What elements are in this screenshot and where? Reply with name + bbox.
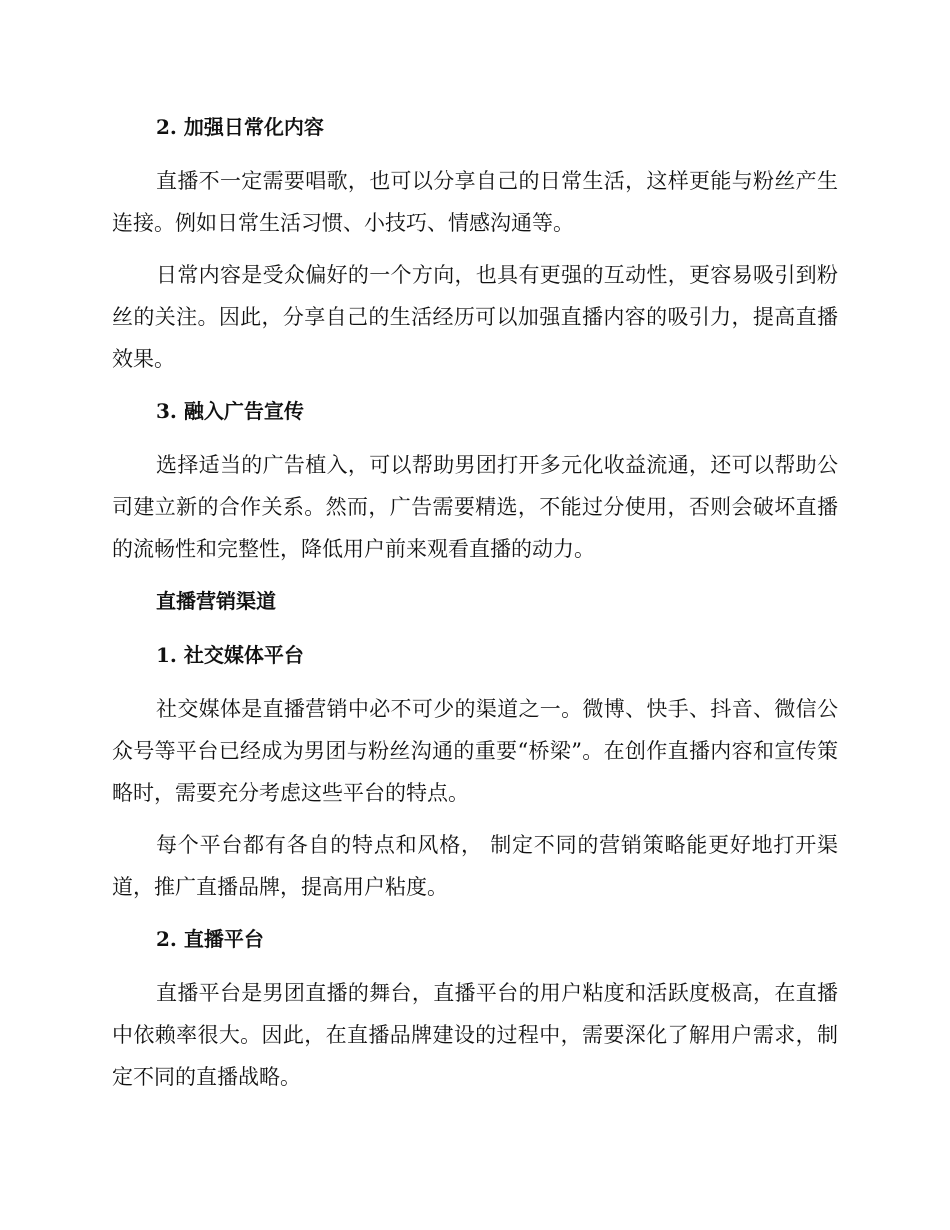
chapter-heading: 直播营销渠道 bbox=[156, 589, 276, 613]
paragraph: 选择适当的广告植入，可以帮助男团打开多元化收益流通，还可以帮助公司建立新的合作关系。然而，广告需要精选，不能过分使用，否则会破坏直播的流畅性和完整性，降低用户前来观看直播的动力。 bbox=[112, 453, 838, 561]
paragraph: 日常内容是受众偏好的一个方向，也具有更强的互动性，更容易吸引到粉丝的关注。因此，分享自己的生活经历可以加强直播内容的吸引力，提高直播效果。 bbox=[112, 263, 838, 371]
section-heading: 3. 融入广告宣传 bbox=[156, 399, 304, 423]
section-heading: 2. 加强日常化内容 bbox=[156, 115, 324, 139]
paragraph: 社交媒体是直播营销中必不可少的渠道之一。微博、快手、抖音、微信公众号等平台已经成为男团与粉丝沟通的重要“桥梁”。在创作直播内容和宣传策略时，需要充分考虑这些平台的特点。 bbox=[112, 697, 838, 805]
section-heading: 1. 社交媒体平台 bbox=[156, 643, 304, 667]
section-heading: 2. 直播平台 bbox=[156, 927, 264, 951]
paragraph: 每个平台都有各自的特点和风格， 制定不同的营销策略能更好地打开渠道，推广直播品牌，提高用户粘度。 bbox=[112, 833, 838, 899]
paragraph: 直播平台是男团直播的舞台，直播平台的用户粘度和活跃度极高，在直播中依赖率很大。因此，在直播品牌建设的过程中，需要深化了解用户需求，制定不同的直播战略。 bbox=[112, 981, 838, 1089]
document-body bbox=[112, 106, 838, 1098]
paragraph: 直播不一定需要唱歌，也可以分享自己的日常生活，这样更能与粉丝产生连接。例如日常生活习惯、小技巧、情感沟通等。 bbox=[112, 169, 838, 235]
